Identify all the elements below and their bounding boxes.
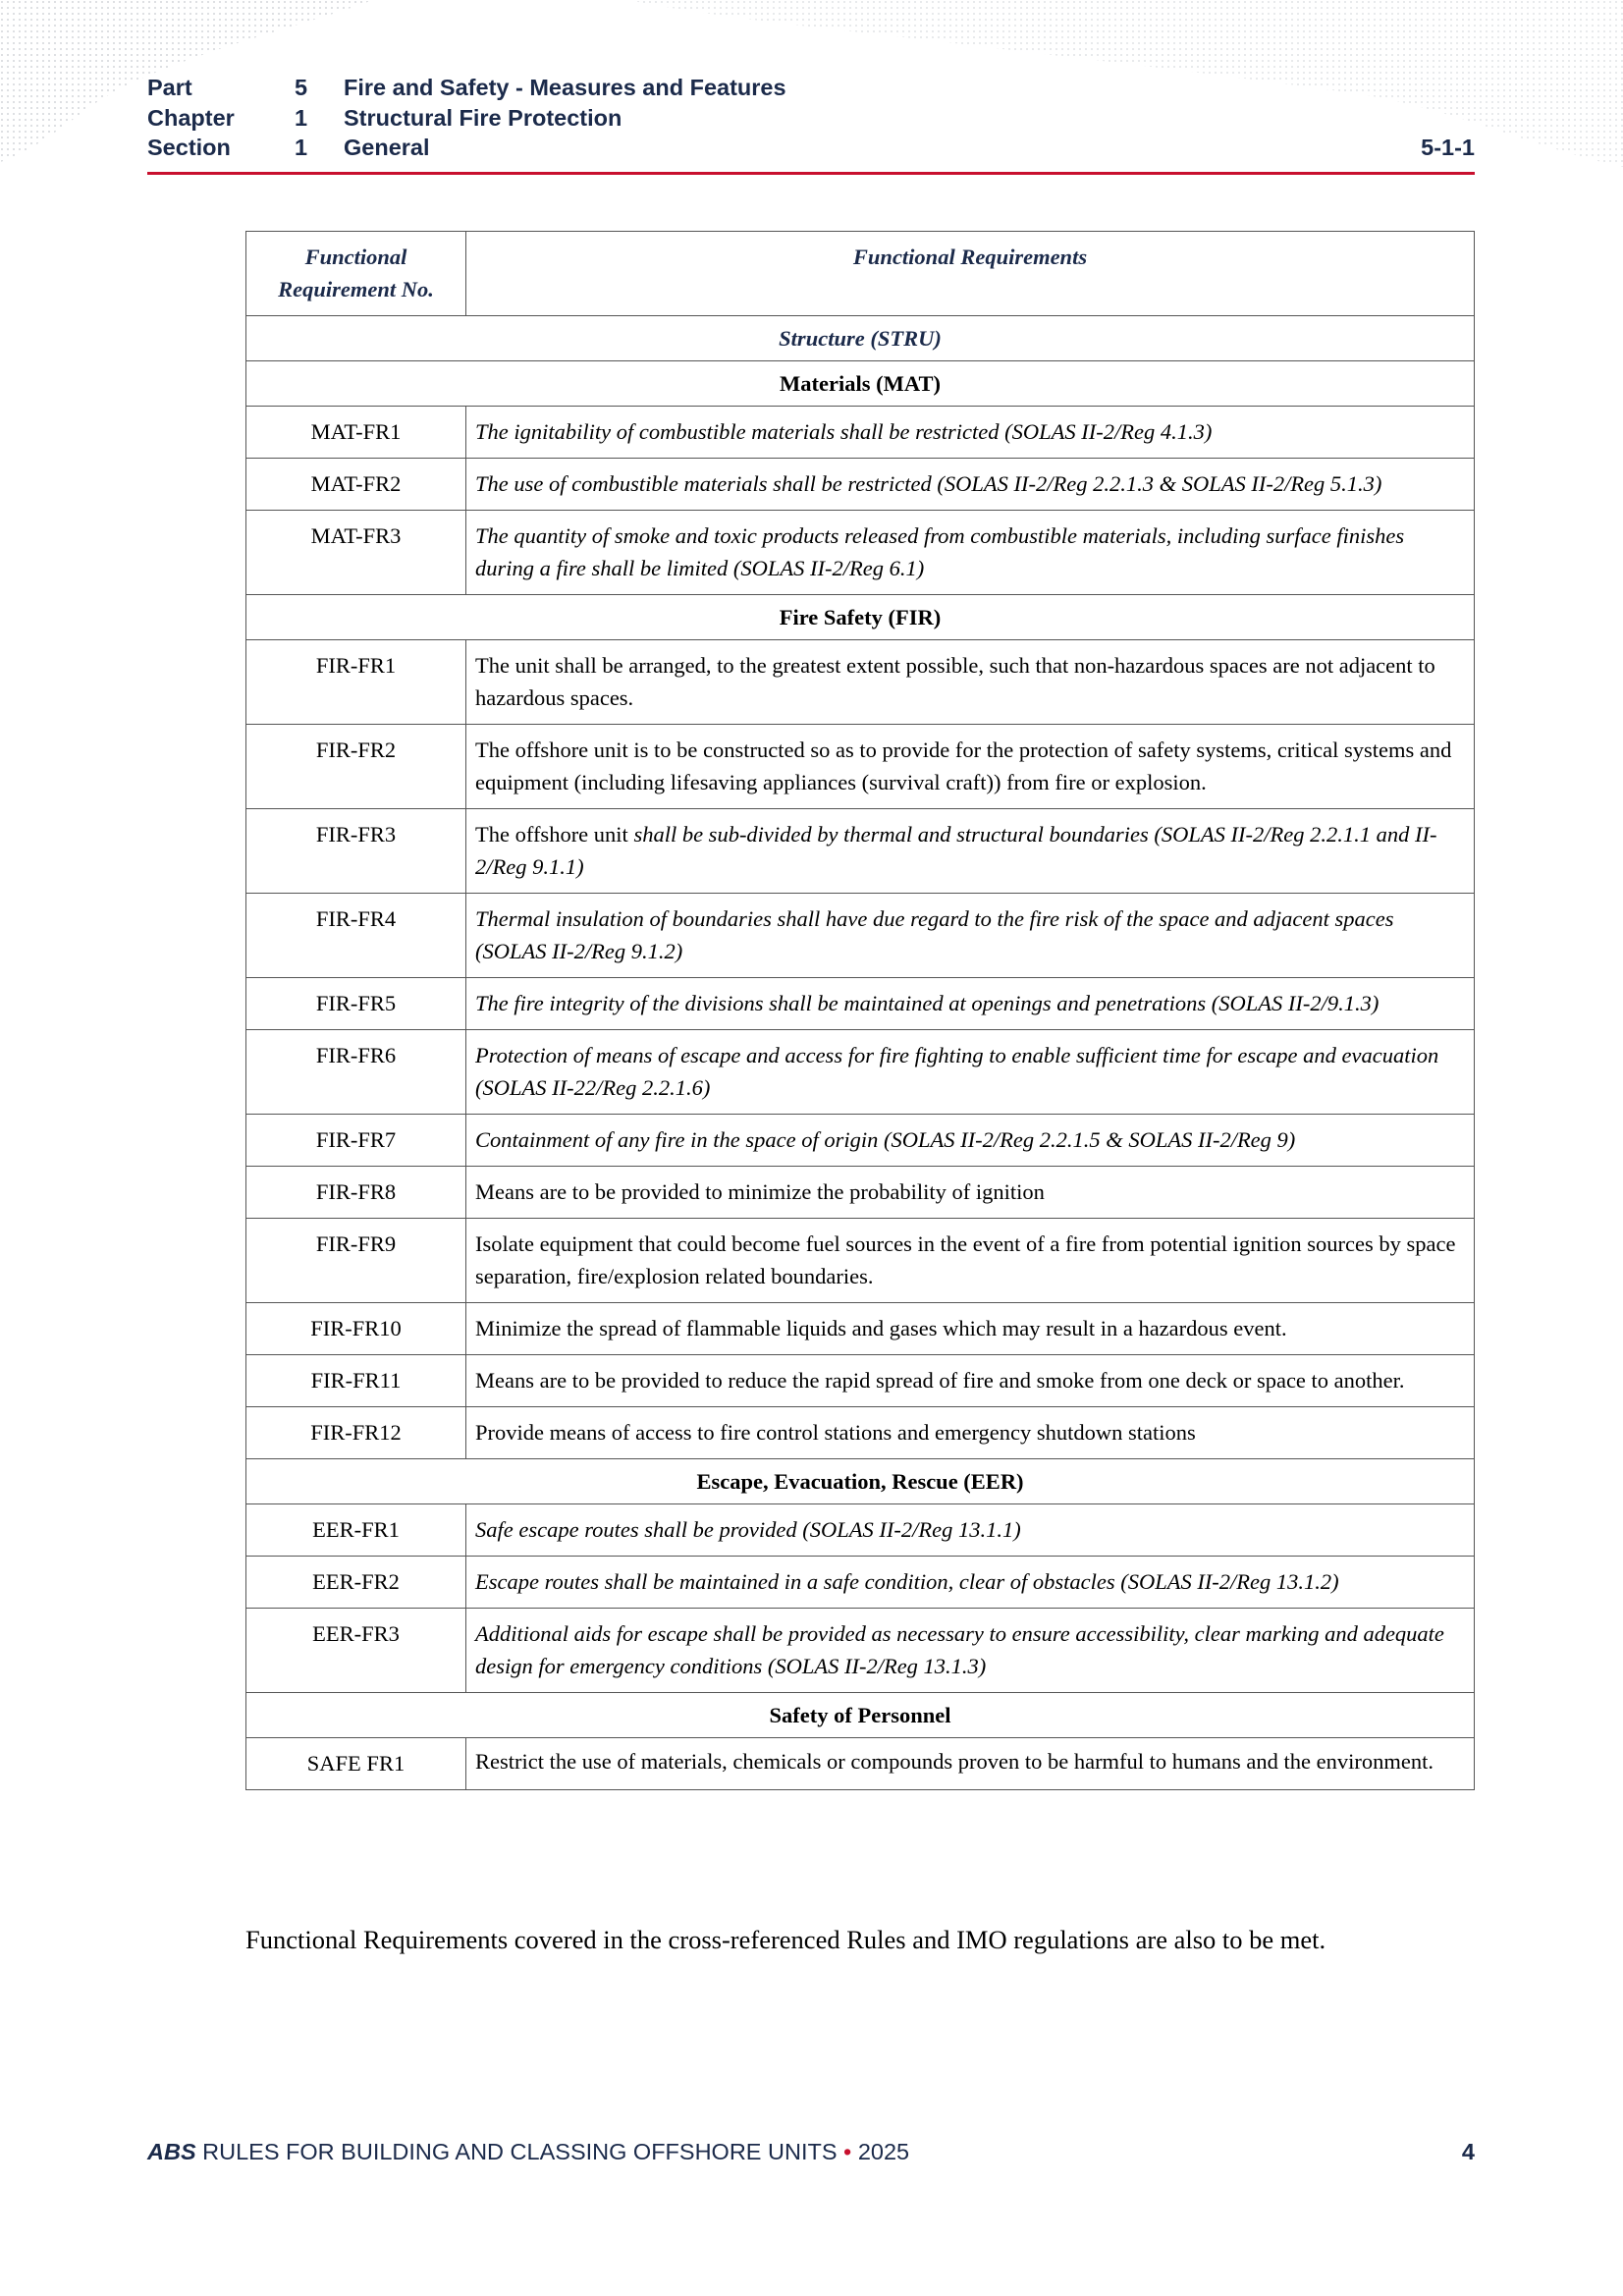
table-row [246, 1303, 1475, 1355]
section-code: 5-1-1 [1421, 135, 1475, 160]
table-row [246, 1504, 1475, 1557]
table-row [246, 511, 1475, 595]
requirement-text: Isolate equipment that could become fuel sources in the event of a fire from potential ignition sources by space separation, fire/explosion related boundaries. [466, 1219, 1475, 1303]
requirement-text-lead: The offshore unit [475, 822, 634, 847]
header-title: Structural Fire Protection [344, 104, 622, 131]
requirement-id: MAT-FR1 [246, 407, 466, 459]
category-row [246, 316, 1475, 361]
requirement-id: EER-FR1 [246, 1504, 466, 1557]
page-header [147, 73, 1475, 163]
column-header-requirements: Functional Requirements [466, 232, 1475, 316]
requirement-id: FIR-FR1 [246, 640, 466, 725]
requirement-id: FIR-FR8 [246, 1167, 466, 1219]
requirement-text: Restrict the use of materials, chemicals or compounds proven to be harmful to humans and the environment. [466, 1738, 1475, 1790]
requirement-text-rest: shall be sub-divided by thermal and structural boundaries (SOLAS II-2/Reg 2.2.1.1 and II-2/Reg 9.1.1) [475, 822, 1437, 879]
header-title: Fire and Safety - Measures and Features [344, 75, 786, 100]
section-title: Escape, Evacuation, Rescue (EER) [246, 1459, 1475, 1504]
requirement-text: Protection of means of escape and access for fire fighting to enable sufficient time for escape and evacuation (SOLAS II-22/Reg 2.2.1.6) [466, 1030, 1475, 1115]
requirement-text: Thermal insulation of boundaries shall have due regard to the fire risk of the space and adjacent spaces (SOLAS II-2/Reg 9.1.2) [466, 894, 1475, 978]
requirement-id: FIR-FR12 [246, 1407, 466, 1459]
requirement-id: FIR-FR4 [246, 894, 466, 978]
footer-brand: ABS [147, 2139, 196, 2164]
header-number: 1 [295, 104, 308, 131]
requirement-text: The quantity of smoke and toxic products released from combustible materials, including surface finishes during a fire shall be limited (SOLAS II-2/Reg 6.1) [466, 511, 1475, 595]
table-row [246, 1115, 1475, 1167]
requirement-text: Means are to be provided to reduce the rapid spread of fire and smoke from one deck or space to another. [466, 1355, 1475, 1407]
requirement-id: FIR-FR7 [246, 1115, 466, 1167]
footer-year: 2025 [857, 2139, 910, 2164]
requirement-id: FIR-FR9 [246, 1219, 466, 1303]
section-row [246, 1693, 1475, 1738]
table-row [246, 459, 1475, 511]
requirement-id: FIR-FR5 [246, 978, 466, 1030]
table-row [246, 407, 1475, 459]
section-row [246, 361, 1475, 407]
header-divider [147, 172, 1475, 175]
section-title: Fire Safety (FIR) [246, 595, 1475, 640]
requirement-text [466, 809, 1475, 894]
header-label: Section [147, 135, 231, 160]
table-row [246, 1609, 1475, 1693]
table-row [246, 1355, 1475, 1407]
header-number: 5 [295, 75, 308, 100]
requirement-text: The offshore unit is to be constructed so as to provide for the protection of safety systems, critical systems and equipment (including lifesaving appliances (survival craft)) from fire or explosion. [466, 725, 1475, 809]
requirement-id: FIR-FR11 [246, 1355, 466, 1407]
section-row [246, 1459, 1475, 1504]
footer-title: RULES FOR BUILDING AND CLASSING OFFSHORE UNITS [202, 2139, 838, 2164]
requirement-text: The unit shall be arranged, to the greatest extent possible, such that non-hazardous spaces are not adjacent to hazardous spaces. [466, 640, 1475, 725]
category-title: Structure (STRU) [246, 316, 1475, 361]
table-row [246, 725, 1475, 809]
requirement-text: Means are to be provided to minimize the probability of ignition [466, 1167, 1475, 1219]
requirement-id: FIR-FR10 [246, 1303, 466, 1355]
table-header-row [246, 232, 1475, 316]
requirement-id: FIR-FR6 [246, 1030, 466, 1115]
requirement-text: Minimize the spread of flammable liquids and gases which may result in a hazardous event. [466, 1303, 1475, 1355]
table-row [246, 640, 1475, 725]
requirement-id: MAT-FR2 [246, 459, 466, 511]
column-header-number: Functional Requirement No. [246, 232, 466, 316]
requirement-id: SAFE FR1 [246, 1738, 466, 1790]
table-row [246, 1167, 1475, 1219]
header-label: Part [147, 75, 192, 100]
page-number: 4 [1461, 2139, 1475, 2164]
requirement-id: FIR-FR3 [246, 809, 466, 894]
page-footer [147, 2139, 1475, 2168]
header-number: 1 [295, 135, 308, 160]
requirement-text: The ignitability of combustible materials shall be restricted (SOLAS II-2/Reg 4.1.3) [466, 407, 1475, 459]
requirement-text: Escape routes shall be maintained in a safe condition, clear of obstacles (SOLAS II-2/Reg 13.1.2) [466, 1557, 1475, 1609]
requirement-text: The fire integrity of the divisions shall be maintained at openings and penetrations (SOLAS II-2/9.1.3) [466, 978, 1475, 1030]
table-row [246, 894, 1475, 978]
section-title: Materials (MAT) [246, 361, 1475, 407]
functional-requirements-table [245, 231, 1475, 1790]
header-section-row [147, 133, 1475, 163]
requirement-text: Provide means of access to fire control stations and emergency shutdown stations [466, 1407, 1475, 1459]
table-row [246, 1407, 1475, 1459]
table-row [246, 1738, 1475, 1790]
requirement-text: Safe escape routes shall be provided (SOLAS II-2/Reg 13.1.1) [466, 1504, 1475, 1557]
header-title: General [344, 135, 430, 160]
requirement-id: MAT-FR3 [246, 511, 466, 595]
requirement-text: Containment of any fire in the space of origin (SOLAS II-2/Reg 2.2.1.5 & SOLAS II-2/Reg 9) [466, 1115, 1475, 1167]
header-part-row [147, 73, 1475, 103]
requirement-text: The use of combustible materials shall be restricted (SOLAS II-2/Reg 2.2.1.3 & SOLAS II-2/Reg 5.1.3) [466, 459, 1475, 511]
requirement-text: Additional aids for escape shall be provided as necessary to ensure accessibility, clear marking and adequate design for emergency conditions (SOLAS II-2/Reg 13.1.3) [466, 1609, 1475, 1693]
table-row [246, 1219, 1475, 1303]
table-row [246, 1557, 1475, 1609]
header-label: Chapter [147, 104, 235, 131]
section-row [246, 595, 1475, 640]
table-row [246, 978, 1475, 1030]
footer-separator: • [843, 2139, 852, 2164]
requirement-id: EER-FR3 [246, 1609, 466, 1693]
closing-note: Functional Requirements covered in the cross-referenced Rules and IMO regulations are also to be met. [245, 1925, 1326, 1954]
requirement-id: FIR-FR2 [246, 725, 466, 809]
requirement-id: EER-FR2 [246, 1557, 466, 1609]
header-chapter-row [147, 103, 1475, 134]
section-title: Safety of Personnel [246, 1693, 1475, 1738]
table-row [246, 809, 1475, 894]
table-row [246, 1030, 1475, 1115]
